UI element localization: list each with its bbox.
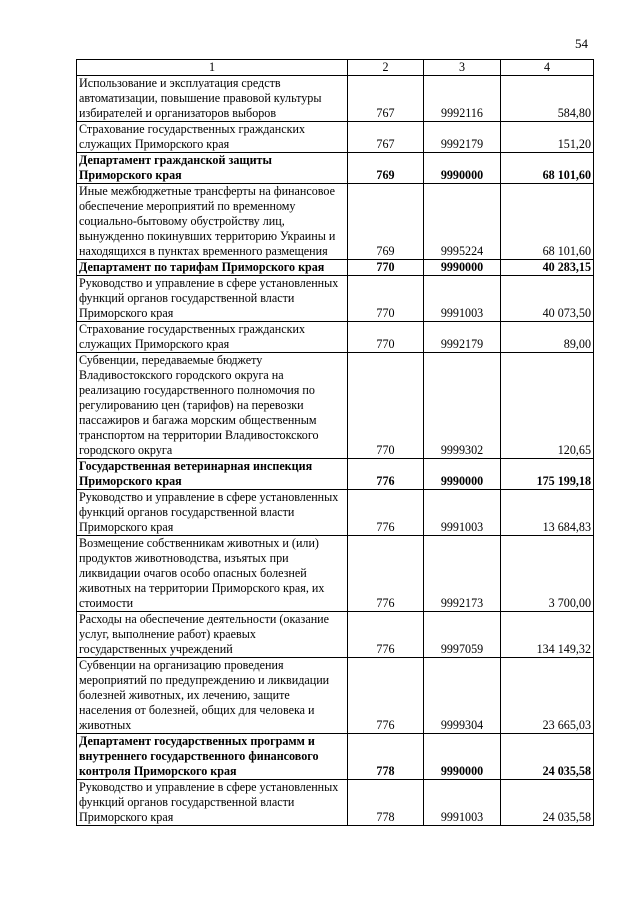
row-article-code-cell: 9995224 [424,184,501,260]
row-amount-cell: 120,65 [501,353,594,459]
table-row [77,459,594,490]
table-row [77,780,594,826]
row-amount-cell: 134 149,32 [501,612,594,658]
row-amount-cell: 68 101,60 [501,184,594,260]
row-name-cell: Руководство и управление в сфере установленных функций органов государственной власти Приморского края [77,276,348,322]
header-col-4: 4 [501,60,594,76]
row-amount-cell: 40 283,15 [501,260,594,276]
row-ministry-code-cell: 776 [348,459,424,490]
table-row [77,122,594,153]
row-ministry-code-cell: 767 [348,76,424,122]
row-name-cell: Использование и эксплуатация средств автоматизации, повышение правовой культуры избирателей и организаторов выборов [77,76,348,122]
header-col-3: 3 [424,60,501,76]
row-article-code-cell: 9990000 [424,260,501,276]
table-row [77,276,594,322]
row-amount-cell: 151,20 [501,122,594,153]
row-ministry-code-cell: 776 [348,612,424,658]
row-article-code-cell: 9999302 [424,353,501,459]
table-body [77,76,594,826]
table-row [77,184,594,260]
row-article-code-cell: 9999304 [424,658,501,734]
row-name-cell: Возмещение собственникам животных и (или) продуктов животноводства, изъятых при ликвидации очагов особо опасных болезней животных на территории Приморского края, их стоимости [77,536,348,612]
table-row [77,658,594,734]
row-name-cell: Страхование государственных гражданских служащих Приморского края [77,322,348,353]
row-ministry-code-cell: 770 [348,260,424,276]
header-row [77,60,594,76]
row-amount-cell: 175 199,18 [501,459,594,490]
row-amount-cell: 24 035,58 [501,734,594,780]
table-row [77,612,594,658]
row-article-code-cell: 9992116 [424,76,501,122]
table-row [77,322,594,353]
row-amount-cell: 3 700,00 [501,536,594,612]
row-name-cell: Департамент гражданской защиты Приморского края [77,153,348,184]
row-ministry-code-cell: 778 [348,734,424,780]
budget-table [76,59,594,826]
row-amount-cell: 13 684,83 [501,490,594,536]
row-amount-cell: 68 101,60 [501,153,594,184]
page-number: 54 [575,36,588,51]
row-ministry-code-cell: 778 [348,780,424,826]
row-ministry-code-cell: 769 [348,184,424,260]
row-name-cell: Иные межбюджетные трансферты на финансовое обеспечение мероприятий по временному социально-бытовому обустройству лиц, вынужденно покинувших территорию Украины и находящихся в пунктах временного размещения [77,184,348,260]
row-article-code-cell: 9990000 [424,459,501,490]
table-row [77,353,594,459]
table-row [77,490,594,536]
row-amount-cell: 89,00 [501,322,594,353]
row-amount-cell: 23 665,03 [501,658,594,734]
table-row [77,260,594,276]
row-name-cell: Расходы на обеспечение деятельности (оказание услуг, выполнение работ) краевых государственных учреждений [77,612,348,658]
row-ministry-code-cell: 770 [348,353,424,459]
row-ministry-code-cell: 776 [348,536,424,612]
row-name-cell: Департамент государственных программ и внутреннего государственного финансового контроля Приморского края [77,734,348,780]
row-article-code-cell: 9991003 [424,490,501,536]
row-article-code-cell: 9991003 [424,276,501,322]
row-ministry-code-cell: 767 [348,122,424,153]
row-name-cell: Руководство и управление в сфере установленных функций органов государственной власти Приморского края [77,490,348,536]
row-ministry-code-cell: 776 [348,658,424,734]
row-name-cell: Страхование государственных гражданских служащих Приморского края [77,122,348,153]
row-ministry-code-cell: 769 [348,153,424,184]
row-amount-cell: 24 035,58 [501,780,594,826]
header-col-2: 2 [348,60,424,76]
row-ministry-code-cell: 770 [348,276,424,322]
table-row [77,734,594,780]
row-name-cell: Руководство и управление в сфере установленных функций органов государственной власти Приморского края [77,780,348,826]
row-ministry-code-cell: 776 [348,490,424,536]
row-amount-cell: 40 073,50 [501,276,594,322]
row-article-code-cell: 9991003 [424,780,501,826]
header-col-1: 1 [77,60,348,76]
row-ministry-code-cell: 770 [348,322,424,353]
row-amount-cell: 584,80 [501,76,594,122]
row-article-code-cell: 9997059 [424,612,501,658]
table-row [77,536,594,612]
row-article-code-cell: 9990000 [424,153,501,184]
row-name-cell: Департамент по тарифам Приморского края [77,260,348,276]
row-name-cell: Государственная ветеринарная инспекция Приморского края [77,459,348,490]
table-row [77,76,594,122]
row-name-cell: Субвенции на организацию проведения мероприятий по предупреждению и ликвидации болезней животных, их лечению, защите населения от болезней, общих для человека и животных [77,658,348,734]
row-name-cell: Субвенции, передаваемые бюджету Владивостокского городского округа на реализацию государственного полномочия по регулированию цен (тарифов) на перевозки пассажиров и багажа морским общественным транспортом на территории Владивостокского городского округа [77,353,348,459]
row-article-code-cell: 9992179 [424,322,501,353]
row-article-code-cell: 9992179 [424,122,501,153]
row-article-code-cell: 9990000 [424,734,501,780]
row-article-code-cell: 9992173 [424,536,501,612]
table-row [77,153,594,184]
